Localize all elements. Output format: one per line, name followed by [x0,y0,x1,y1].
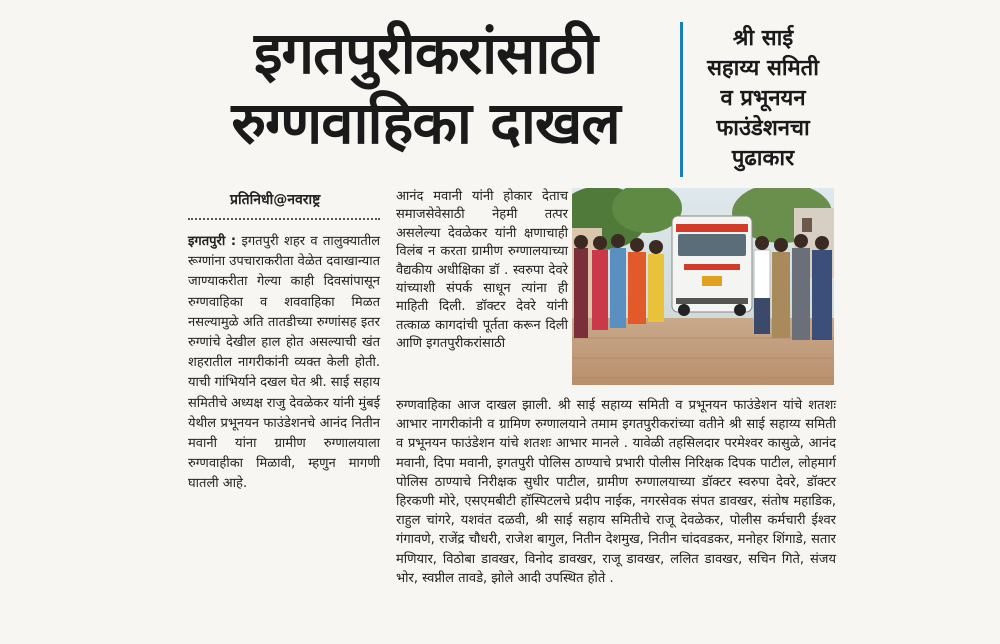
left-column-text: इगतपुरी शहर व तालुक्यातील रूग्णांना उपचाराकरीता वेळेत दवाखान्यात जाण्याकरीता गेल्या काही दिवसांपासून रुग्णवाहिका व शववाहिका मिळत नसल्यामुळे अति तातडीच्या रुग्णांसह इतर रुग्णांचे देखील हाल होत असल्याची खंत शहरातील नागरीकांनी व्यक्त केली होती. याची गांभिर्याने दखल घेत श्री. साई सहाय समितीचे अध्यक्ष राजु देवळेकर यांनी मुंबई येथील प्रभूनयन फाउंडेशनचे आनंद नितीन मवानी यांना ग्रामीण रुग्णालयाला रुग्णवाहीका मिळावी, म्हणुन मागणी घातली आहे. [188,234,381,492]
side-headline [688,24,838,174]
side-head-line: श्री साई [732,26,794,51]
byline: प्रतिनिधी@नवराष्ट्र [230,192,321,208]
article-column-left [188,232,380,495]
ambulance-group-photo [572,188,834,385]
side-head-line: फाउंडेशनचा [716,116,810,141]
side-head-line: सहाय्य समिती [707,56,819,81]
article-column-bottom: रुग्णवाहिका आज दाखल झाली. श्री साई सहाय्य समिती व प्रभूनयन फाउंडेशन यांचे शतशः आभार नागरीकांनी व ग्रामिण रुग्णालयाने तमाम इगतपुरीकरांच्या वतीने श्री साई सहाय्य समिती व प्रभूनयन फाउंडेशन यांचे शतशः आभार मानले . यावेळी तहसिलदार परमेश्वर कासुळे, आनंद मवानी, दिपा मवानी, इगतपुरी पोलिस ठाण्याचे प्रभारी पोलीस निरिक्षक दिपक पाटील, लोहमार्ग पोलिस ठाण्याचे निरीक्षक सुधीर पाटील, ग्रामीण रुग्णालयाच्या डॉक्टर स्वरुपा देवरे, डॉक्टर हिरकणी मोरे, एसएमबीटी हॉस्पिटलचे प्रदीप नाईक, नगरसेवक संपत डावखर, संतोष महाडिक, राहुल चांगरे, यशवंत दळवी, श्री साई सहाय समितीचे राजू देवळेकर, पोलीस कर्मचारी ईश्वर गंगावणे, राजेंद्र चौधरी, राजेश बागुल, नितीन देशमुख, नितीन चांदवडकर, मनोहर शिंगाडे, सतार मणियार, विठोबा डावखर, विनोद डावखर, राजू डावखर, ललित डावखर, सचिन गिते, संजय भोर, स्वप्नील तावडे, झोले आदी उपस्थित होते . [396,398,836,586]
headline-line-2: रुग्णवाहिका दाखल [231,89,620,157]
side-head-line: पुढाकार [731,146,795,171]
news-photo [572,188,834,385]
side-head-line: व प्रभूनयन [720,86,806,111]
dateline: इगतपुरी : [188,234,237,249]
headline-line-1: इगतपुरीकरांसाठी [253,19,598,87]
headline [188,18,663,158]
article-column-middle: आनंद मवानी यांनी होकार देताच समाजसेवेसाठी नेहमी तत्पर असलेल्या देवळेकर यांनी क्षणाचाही विलंब न करता ग्रामीण रुग्णालयाच्या वैद्यकीय अधीक्षिका डॉ . स्वरुपा देवरे यांच्याशी संपर्क साधून त्यांना ही माहिती दिली. डॉक्टर देवरे यांनी तत्काळ कागदांची पूर्तता करून दिली आणि इगतपुरीकरांसाठी [396,189,568,352]
byline-divider [188,218,380,220]
side-head-rule [680,22,683,177]
